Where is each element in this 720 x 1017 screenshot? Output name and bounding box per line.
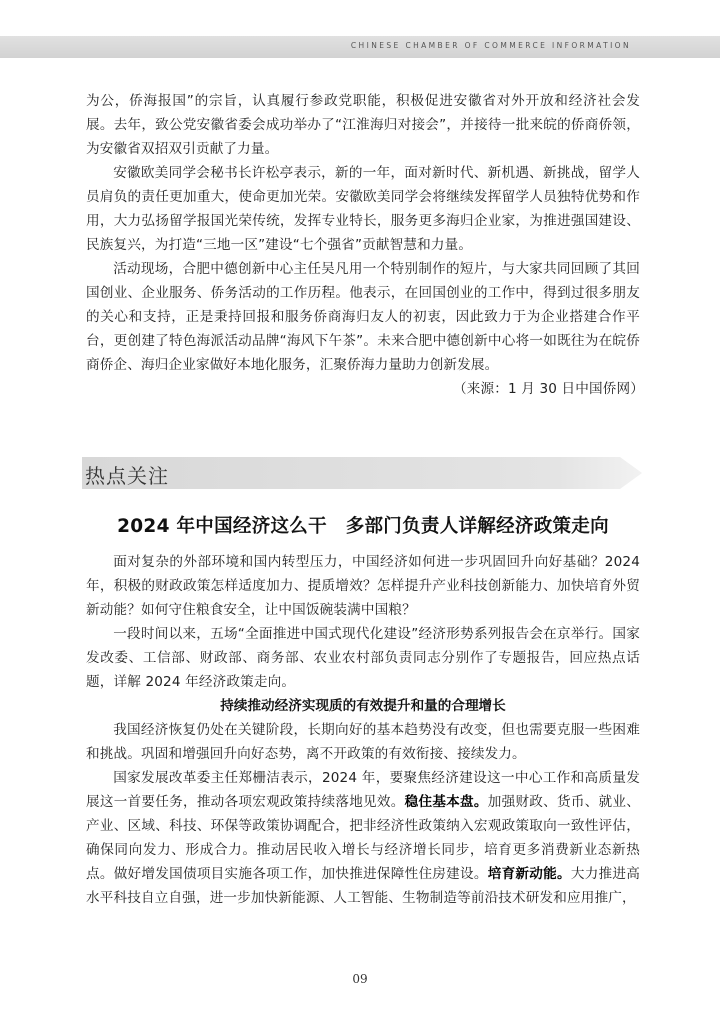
article-subheading: 持续推动经济实现质的有效提升和量的合理增长 bbox=[220, 698, 506, 714]
bold-keyphrase: 稳住基本盘。 bbox=[404, 794, 488, 810]
paragraph: 安徽欧美同学会秘书长许松亭表示，新的一年，面对新时代、新机遇、新挑战，留学人员肩负的责任更加重大，使命更加光荣。安徽欧美同学会将继续发挥留学人员独特优势和作用，大力弘扬留学报国光荣传统，发挥专业特长，服务更多海归企业家，为推进强国建设、民族复兴，为打造“三地一区”建设“七个强省”贡献智慧和力量。 bbox=[86, 165, 640, 253]
text-run: 大力推进高水平科技自立自强，进一步加快新能源、人工智能、生物制造等前沿技术研发和应用推广， bbox=[86, 866, 640, 906]
article-body bbox=[86, 550, 640, 910]
page-number: 09 bbox=[352, 972, 368, 986]
paragraph: 为公，侨海报国”的宗旨，认真履行参政党职能，积极促进安徽省对外开放和经济社会发展。去年，致公党安徽省委会成功举办了“江淮海归对接会”，并接待一批来皖的侨商侨领，为安徽省双招双引贡献了力量。 bbox=[86, 93, 640, 157]
paragraph: 一段时间以来，五场“全面推进中国式现代化建设”经济形势系列报告会在京举行。国家发改委、工信部、财政部、商务部、农业农村部负责同志分别作了专题报告，回应热点话题，详解 2024 年经济政策走向。 bbox=[86, 626, 640, 690]
bold-keyphrase: 培育新动能。 bbox=[487, 866, 571, 882]
paragraph: 我国经济恢复仍处在关键阶段，长期向好的基本趋势没有改变，但也需要克服一些困难和挑战。巩固和增强回升向好态势，离不开政策的有效衔接、接续发力。 bbox=[86, 722, 640, 762]
publication-header: CHINESE CHAMBER OF COMMERCE INFORMATION bbox=[350, 41, 631, 50]
paragraph: 活动现场，合肥中德创新中心主任吴凡用一个特别制作的短片，与大家共同回顾了其回国创业、企业服务、侨务活动的工作历程。他表示，在回国创业的工作中，得到过很多朋友的关心和支持，正是秉持回报和服务侨商海归友人的初衷，因此致力于为企业搭建合作平台，更创建了特色海派活动品牌“海风下午茶”。未来合肥中德创新中心将一如既往为在皖侨商侨企、海归企业家做好本地化服务，汇聚侨海力量助力创新发展。 bbox=[86, 261, 640, 373]
text-run: 国家发展改革委主任郑栅洁表示，2024 年，要聚焦经济建设这一中心工作和高质量发展这一首要任务，推动各项宏观政策持续落地见效。 bbox=[86, 770, 640, 810]
continued-article bbox=[86, 89, 644, 401]
paragraph: 面对复杂的外部环境和国内转型压力，中国经济如何进一步巩固回升向好基础？2024 年，积极的财政政策怎样适度加力、提质增效？怎样提升产业科技创新能力、加快培育外贸新动能？如何守住粮食安全，让中国饭碗装满中国粮？ bbox=[86, 554, 640, 618]
source-line: （来源：1 月 30 日中国侨网） bbox=[453, 381, 644, 397]
paragraph bbox=[86, 766, 640, 910]
section-title: 热点关注 bbox=[85, 464, 169, 488]
article-title: 2024 年中国经济这么干 多部门负责人详解经济政策走向 bbox=[117, 516, 609, 537]
text-run: 加强财政、货币、就业、产业、区域、科技、环保等政策协调配合，把非经济性政策纳入宏观政策取向一致性评估，确保同向发力、形成合力。推动居民收入增长与经济增长同步，培育更多消费新业态新热点。做好增发国债项目实施各项工作，加快推进保障性住房建设。 bbox=[86, 794, 641, 882]
section-header bbox=[82, 457, 642, 489]
